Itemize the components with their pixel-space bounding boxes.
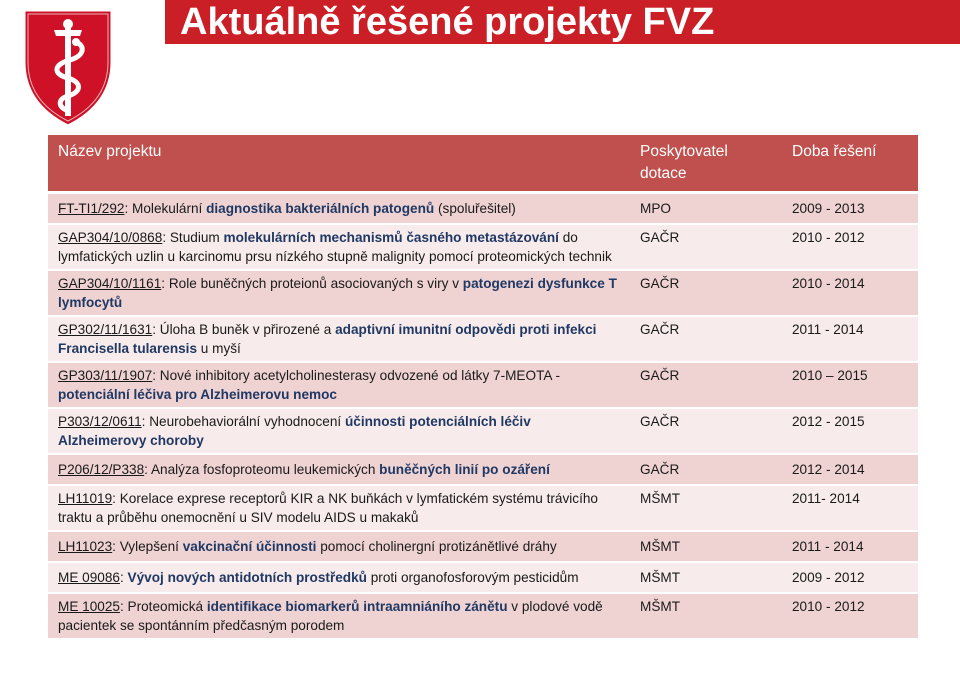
project-name-cell xyxy=(48,316,630,362)
project-keyword: účinnosti potenciálních léčiv Alzheimerovy choroby xyxy=(58,414,531,448)
provider-cell: MPO xyxy=(630,193,782,225)
duration-cell: 2010 - 2012 xyxy=(782,593,918,639)
table-row xyxy=(48,454,918,485)
provider-cell: GAČR xyxy=(630,454,782,485)
project-name-cell xyxy=(48,531,630,562)
table-header-row xyxy=(48,135,918,193)
project-description: v plodové vodě pacientek se spontánním předčasným porodem xyxy=(58,599,603,633)
provider-cell: MŠMT xyxy=(630,531,782,562)
table-row xyxy=(48,562,918,593)
table-row xyxy=(48,224,918,270)
project-code: GAP304/10/1161 xyxy=(58,276,162,291)
project-description: pomocí cholinergní protizánětlivé dráhy xyxy=(316,539,557,554)
project-code: P206/12/P338 xyxy=(58,462,145,477)
header-project-name: Název projektu xyxy=(48,135,630,193)
duration-cell: 2010 – 2015 xyxy=(782,362,918,408)
project-description: : Molekulární xyxy=(124,201,207,216)
shield-logo-icon xyxy=(18,6,118,130)
duration-cell: 2012 - 2015 xyxy=(782,408,918,454)
duration-cell: 2011 - 2014 xyxy=(782,531,918,562)
header-provider: Poskytovatel dotace xyxy=(630,135,782,193)
provider-cell: MŠMT xyxy=(630,485,782,531)
project-keyword: buněčných linií po ozáření xyxy=(379,462,550,477)
project-description: u myší xyxy=(197,341,241,356)
project-description: : Vylepšení xyxy=(112,539,183,554)
project-code: P303/12/0611 xyxy=(58,414,142,429)
duration-cell: 2012 - 2014 xyxy=(782,454,918,485)
project-name-cell xyxy=(48,408,630,454)
project-description: : Role buněčných proteionů asociovaných s viry v xyxy=(161,276,463,291)
page-title: Aktuálně řešené projekty FVZ xyxy=(180,1,715,43)
table-row xyxy=(48,593,918,639)
project-name-cell xyxy=(48,362,630,408)
project-code: GP303/11/1907 xyxy=(58,368,153,383)
project-description: : Úloha B buněk v přirozené a xyxy=(152,322,336,337)
project-keyword: diagnostika bakteriálních patogenů xyxy=(206,201,435,216)
header-duration: Doba řešení xyxy=(782,135,918,193)
project-description: (spoluřešitel) xyxy=(434,201,516,216)
duration-cell: 2010 - 2012 xyxy=(782,224,918,270)
project-name-cell xyxy=(48,224,630,270)
project-keyword: identifikace biomarkerů intraamniáního zánětu xyxy=(206,599,508,614)
project-name-cell xyxy=(48,485,630,531)
project-keyword: adaptivní imunitní odpovědi proti infekci Francisella tularensis xyxy=(58,322,597,356)
project-description: : Proteomická xyxy=(119,599,207,614)
provider-cell: MŠMT xyxy=(630,593,782,639)
project-name-cell xyxy=(48,454,630,485)
provider-cell: GAČR xyxy=(630,224,782,270)
project-keyword: patogenezi dysfunkce T lymfocytů xyxy=(58,276,617,310)
provider-cell: GAČR xyxy=(630,362,782,408)
duration-cell: 2010 - 2014 xyxy=(782,270,918,316)
provider-cell: GAČR xyxy=(630,408,782,454)
project-name-cell xyxy=(48,593,630,639)
duration-cell: 2009 - 2013 xyxy=(782,193,918,225)
project-code: FT-TI1/292 xyxy=(58,201,125,216)
provider-cell: GAČR xyxy=(630,270,782,316)
project-description: : Neurobehaviorální vyhodnocení xyxy=(141,414,345,429)
project-keyword: molekulárních mechanismů časného metastázování xyxy=(223,230,559,245)
project-code: ME 10025 xyxy=(58,599,120,614)
project-code: LH11019 xyxy=(58,491,113,506)
table-row xyxy=(48,270,918,316)
duration-cell: 2011 - 2014 xyxy=(782,316,918,362)
duration-cell: 2011- 2014 xyxy=(782,485,918,531)
project-code: GP302/11/1631 xyxy=(58,322,153,337)
table-row xyxy=(48,531,918,562)
project-description: do lymfatických uzlin u karcinomu prsu nízkého stupně malignity pomocí proteomických technik xyxy=(58,230,612,264)
project-keyword: Vývoj nových antidotních prostředků xyxy=(127,570,367,585)
project-keyword: vakcinační účinnosti xyxy=(182,539,317,554)
table-row xyxy=(48,316,918,362)
project-description: proti organofosforovým pesticidům xyxy=(366,570,579,585)
projects-table xyxy=(48,135,918,640)
project-code: GAP304/10/0868 xyxy=(58,230,163,245)
provider-cell: MŠMT xyxy=(630,562,782,593)
project-name-cell xyxy=(48,193,630,225)
project-name-cell xyxy=(48,270,630,316)
provider-cell: GAČR xyxy=(630,316,782,362)
table-row xyxy=(48,362,918,408)
project-name-cell xyxy=(48,562,630,593)
project-description: : xyxy=(119,570,128,585)
project-keyword: potenciální léčiva pro Alzheimerovu nemoc xyxy=(58,387,337,402)
project-description: : Analýza fosfoproteomu leukemických xyxy=(144,462,380,477)
project-code: ME 09086 xyxy=(58,570,120,585)
duration-cell: 2009 - 2012 xyxy=(782,562,918,593)
project-description: : Studium xyxy=(162,230,224,245)
table-row xyxy=(48,408,918,454)
table-row xyxy=(48,193,918,225)
table-row xyxy=(48,485,918,531)
project-code: LH11023 xyxy=(58,539,113,554)
project-description: : Korelace exprese receptorů KIR a NK buňkách v lymfatickém systému trávicího traktu a průběhu onemocnění u SIV modelu AIDS u makaků xyxy=(58,491,598,525)
project-description: : Nové inhibitory acetylcholinesterasy odvozené od látky 7-MEOTA - xyxy=(152,368,560,383)
